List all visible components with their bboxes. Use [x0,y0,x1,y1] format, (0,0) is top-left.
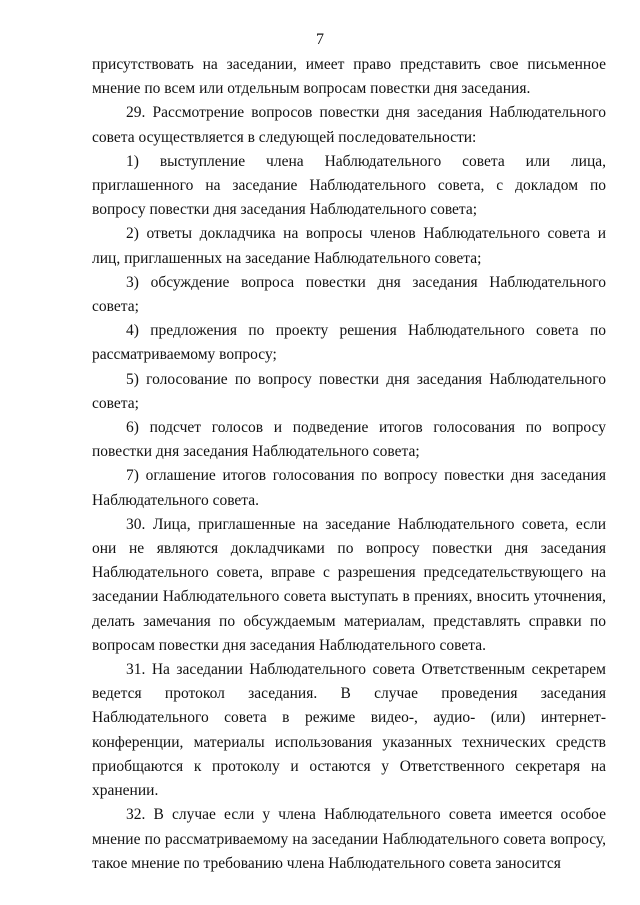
paragraph-30: 30. Лица, приглашенные на заседание Наблюдательного совета, если они не являются докладчиками по вопросу повестки дня заседания Наблюдательного совета, вправе с разрешения председательствующего на заседании Наблюдательного совета выступать в прениях, вносить уточнения, делать замечания по обсуждаемым материалам, представлять справки по вопросам повестки дня заседания Наблюдательного совета. [92,515,606,654]
paragraph-continuation: присутствовать на заседании, имеет право представить свое письменное мнение по всем или отдельным вопросам повестки дня заседания. [92,56,606,98]
list-item-3: 3) обсуждение вопроса повестки дня заседания Наблюдательного совета; [92,273,606,316]
paragraph-29: 29. Рассмотрение вопросов повестки дня заседания Наблюдательного совета осуществляется в следующей последовательности: [92,104,606,146]
list-item-1: 1) выступление члена Наблюдательного совета или лица, приглашенного на заседание Наблюдательного совета, с докладом по вопросу повестки дня заседания Наблюдательного совета; [92,152,606,219]
list-item-5: 5) голосование по вопросу повестки дня заседания Наблюдательного совета; [92,370,606,412]
list-item-4: 4) предложения по проекту решения Наблюдательного совета по рассматриваемому вопросу; [92,322,606,364]
paragraph-31: 31. На заседании Наблюдательного совета Ответственным секретарем ведется протокол заседания. В случае проведения заседания Наблюдательного совета в режиме видео-, аудио- (или) интернет-конференции, материалы использования указанных технических средств приобщаются к протоколу и остаются у Ответственного секретаря на хранении. [92,661,606,800]
paragraph-32: 32. В случае если у члена Наблюдательного совета имеется особое мнение по рассматриваемому на заседании Наблюдательного совета вопросу, такое мнение по требованию члена Наблюдательного совета заносится [92,806,606,872]
list-item-7: 7) оглашение итогов голосования по вопросу повестки дня заседания Наблюдательного совета. [92,467,606,509]
list-item-6: 6) подсчет голосов и подведение итогов голосования по вопросу повестки дня заседания Наблюдательного совета; [92,419,606,461]
page-number: 7 [316,31,324,48]
list-item-2: 2) ответы докладчика на вопросы членов Наблюдательного совета и лиц, приглашенных на заседание Наблюдательного совета; [92,225,606,267]
document-body [92,53,606,876]
